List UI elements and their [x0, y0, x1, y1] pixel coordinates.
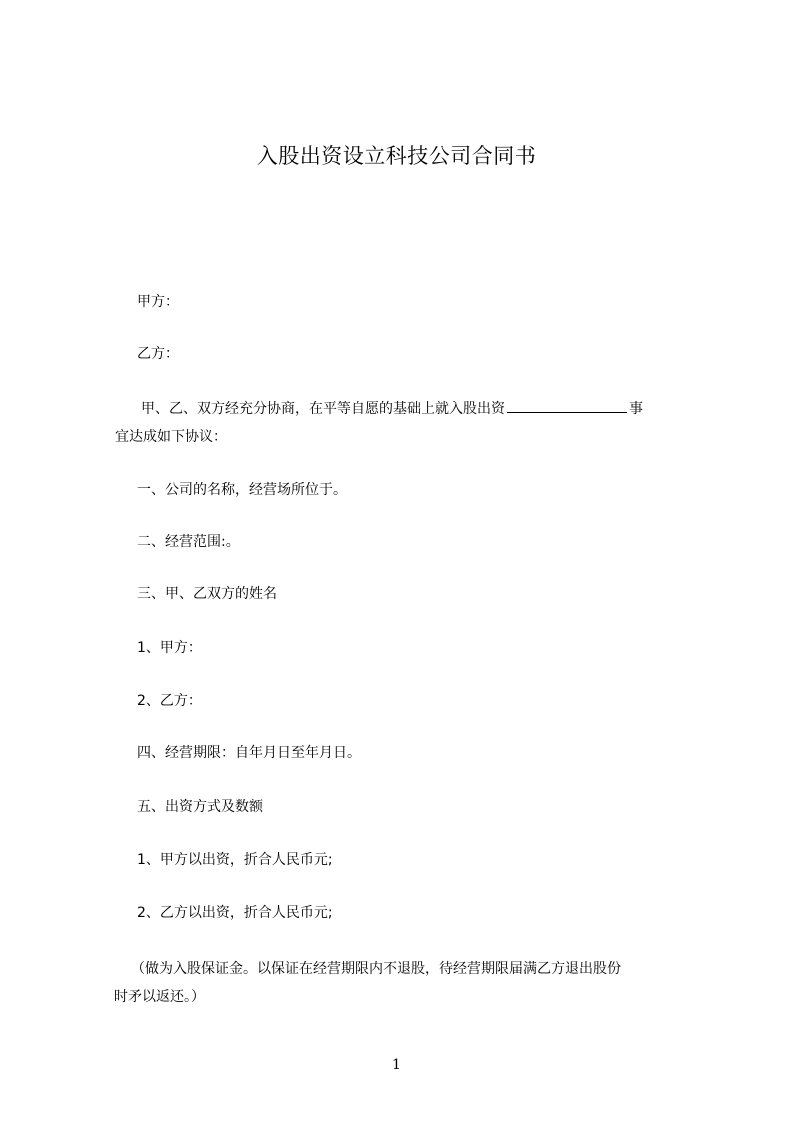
clause-1: 一、公司的名称，经营场所位于。 — [137, 482, 347, 498]
intro-text-part2: 事 — [629, 401, 643, 417]
clause-3-item-1: 1、甲方： — [137, 640, 202, 656]
clause-4: 四、经营期限：自年月日至年月日。 — [137, 745, 361, 761]
clause-2: 二、经营范围:。 — [137, 534, 240, 550]
intro-paragraph — [115, 395, 707, 451]
note-second-line: 时矛以返还。） — [114, 989, 205, 1005]
clause-5-item-1: 1、甲方以出资，折合人民币元; — [137, 852, 333, 868]
clause-3-item-2: 2、乙方： — [137, 693, 202, 709]
note-paragraph — [114, 955, 703, 1011]
note-first-line: （做为入股保证金。以保证在经营期限内不退股，待经营期限届满乙方退出股份 — [131, 961, 621, 977]
intro-first-line — [141, 395, 707, 423]
clause-5-item-2: 2、乙方以出资，折合人民币元; — [137, 905, 333, 921]
clause-3: 三、甲、乙双方的姓名 — [137, 586, 277, 602]
intro-second-line: 宜达成如下协议： — [115, 429, 227, 445]
clause-5: 五、出资方式及数额 — [137, 799, 263, 815]
blank-fill-line — [507, 398, 627, 413]
party-a-line: 甲方： — [137, 294, 179, 310]
document-title: 入股出资设立科技公司合同书 — [256, 144, 537, 168]
party-b-line: 乙方： — [137, 346, 179, 362]
page-number: 1 — [392, 1057, 401, 1073]
intro-text-part1: 甲、乙、双方经充分协商，在平等自愿的基础上就入股出资 — [141, 401, 505, 417]
